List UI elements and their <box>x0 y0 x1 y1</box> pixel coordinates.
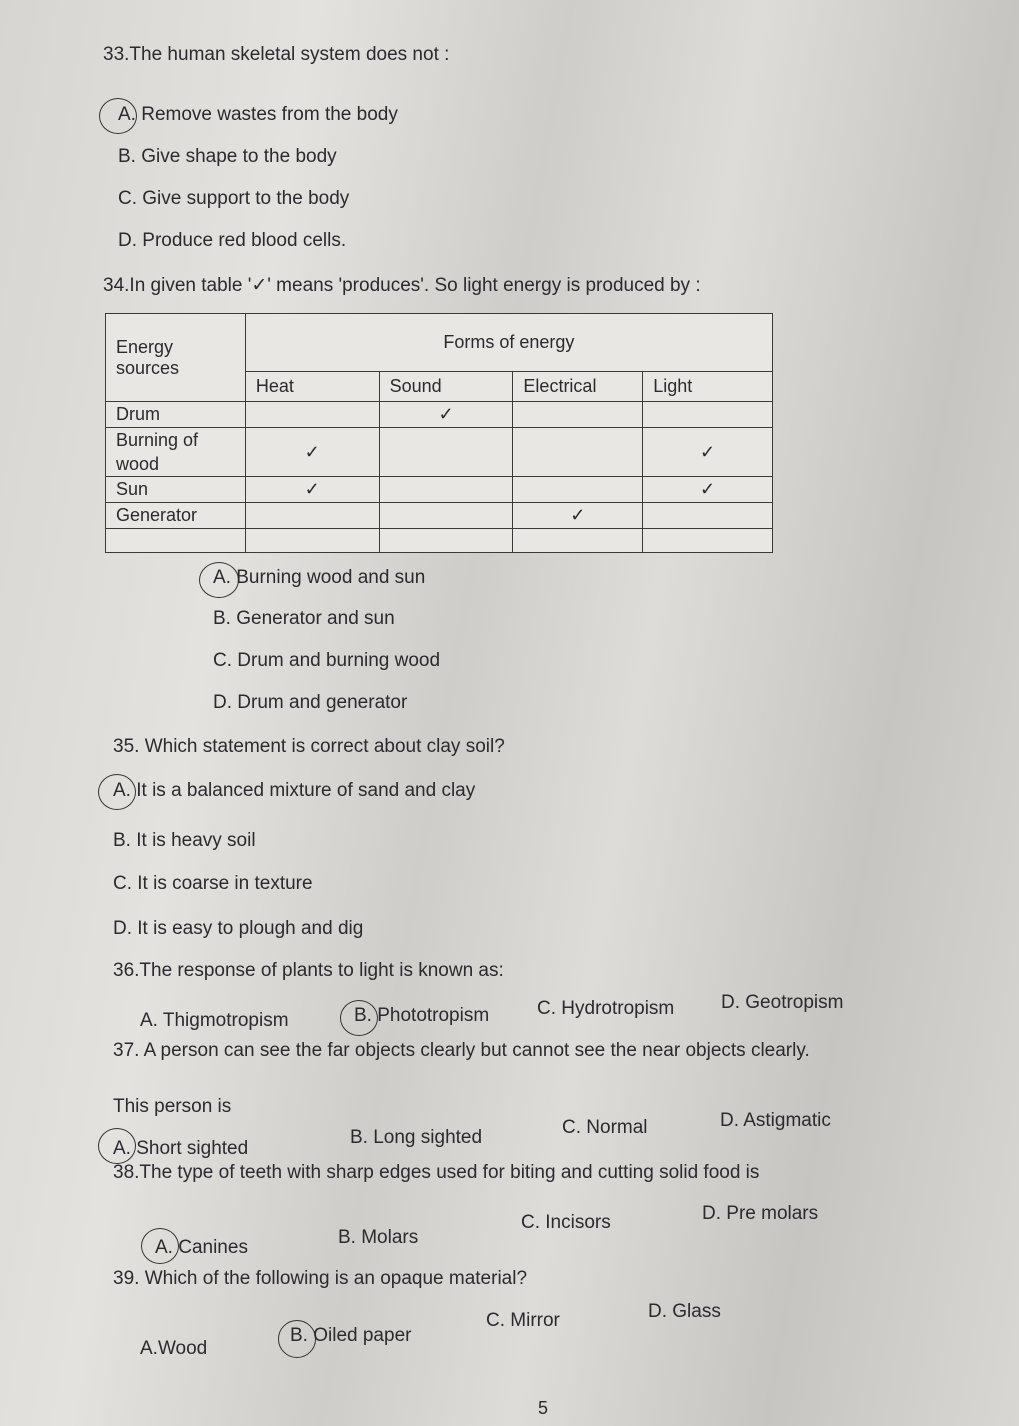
q38-option-c: C. Incisors <box>521 1212 611 1233</box>
cell-wood-electrical <box>513 428 643 477</box>
question-38: 38.The type of teeth with sharp edges used for biting and cutting solid food is <box>113 1162 760 1183</box>
empty-cell <box>245 529 379 553</box>
q35-option-a: A. It is a balanced mixture of sand and clay <box>113 780 476 801</box>
question-34: 34.In given table '✓' means 'produces'. So light energy is produced by : <box>103 275 701 296</box>
empty-cell <box>513 529 643 553</box>
q37-option-c: C. Normal <box>562 1117 648 1138</box>
light-header: Light <box>643 372 773 402</box>
q34-option-a: A. Burning wood and sun <box>213 567 426 588</box>
q33-option-b: B. Give shape to the body <box>118 146 337 167</box>
q34-option-b: B. Generator and sun <box>213 608 395 629</box>
heat-header: Heat <box>245 372 379 402</box>
cell-wood-sound <box>379 428 513 477</box>
row-burning-wood: Burning of wood <box>106 428 246 477</box>
tick-mark: ✓ <box>700 479 716 499</box>
q37-option-d: D. Astigmatic <box>720 1110 831 1131</box>
q35-option-c: C. It is coarse in texture <box>113 873 313 894</box>
q34-option-d: D. Drum and generator <box>213 692 408 713</box>
empty-cell <box>643 529 773 553</box>
q39-option-d: D. Glass <box>648 1301 721 1322</box>
tick-mark: ✓ <box>700 441 716 462</box>
q37-option-a: A. Short sighted <box>113 1138 249 1159</box>
cell-wood-heat <box>245 428 379 477</box>
tick-mark: ✓ <box>304 441 320 462</box>
cell-sun-light <box>643 477 773 503</box>
cell-sun-electrical <box>513 477 643 503</box>
cell-gen-electrical <box>513 503 643 529</box>
q33-option-a: A. Remove wastes from the body <box>118 104 398 125</box>
q37-option-b: B. Long sighted <box>350 1127 483 1148</box>
question-33: 33.The human skeletal system does not : <box>103 44 450 65</box>
row-sun: Sun <box>106 477 246 503</box>
cell-sun-sound <box>379 477 513 503</box>
q38-option-a: A. Canines <box>155 1237 248 1258</box>
cell-drum-sound <box>379 402 513 428</box>
tick-mark: ✓ <box>438 404 454 424</box>
question-37-line1: 37. A person can see the far objects clearly but cannot see the near objects clearly. <box>113 1040 810 1061</box>
q36-option-c: C. Hydrotropism <box>537 998 675 1019</box>
q35-option-b: B. It is heavy soil <box>113 830 256 851</box>
cell-gen-sound <box>379 503 513 529</box>
q33-option-c: C. Give support to the body <box>118 188 350 209</box>
q38-option-d: D. Pre molars <box>702 1203 819 1224</box>
energy-table <box>105 313 773 553</box>
q38-option-b: B. Molars <box>338 1227 419 1248</box>
cell-sun-heat <box>245 477 379 503</box>
q39-option-a: A.Wood <box>140 1338 208 1359</box>
question-37-line2: This person is <box>113 1096 232 1117</box>
electrical-header: Electrical <box>513 372 643 402</box>
tick-mark: ✓ <box>304 479 320 499</box>
sound-header: Sound <box>379 372 513 402</box>
cell-drum-light <box>643 402 773 428</box>
q34-option-c: C. Drum and burning wood <box>213 650 441 671</box>
question-36: 36.The response of plants to light is known as: <box>113 960 504 981</box>
tick-mark: ✓ <box>570 505 586 525</box>
cell-gen-light <box>643 503 773 529</box>
q39-option-c: C. Mirror <box>486 1310 560 1331</box>
empty-cell <box>106 529 246 553</box>
cell-wood-light <box>643 428 773 477</box>
page-number: 5 <box>538 1398 549 1418</box>
cell-drum-electrical <box>513 402 643 428</box>
q35-option-d: D. It is easy to plough and dig <box>113 918 364 939</box>
cell-drum-heat <box>245 402 379 428</box>
forms-of-energy-header: Forms of energy <box>245 314 772 372</box>
q36-option-b: B. Phototropism <box>354 1005 490 1026</box>
q33-option-d: D. Produce red blood cells. <box>118 230 347 251</box>
energy-sources-header: Energy sources <box>106 314 246 402</box>
empty-cell <box>379 529 513 553</box>
q39-option-b: B. Oiled paper <box>290 1325 412 1346</box>
row-generator: Generator <box>106 503 246 529</box>
q36-option-a: A. Thigmotropism <box>140 1010 289 1031</box>
question-39: 39. Which of the following is an opaque material? <box>113 1268 528 1289</box>
row-drum: Drum <box>106 402 246 428</box>
q36-option-d: D. Geotropism <box>721 992 844 1013</box>
cell-gen-heat <box>245 503 379 529</box>
question-35: 35. Which statement is correct about clay soil? <box>113 736 505 757</box>
